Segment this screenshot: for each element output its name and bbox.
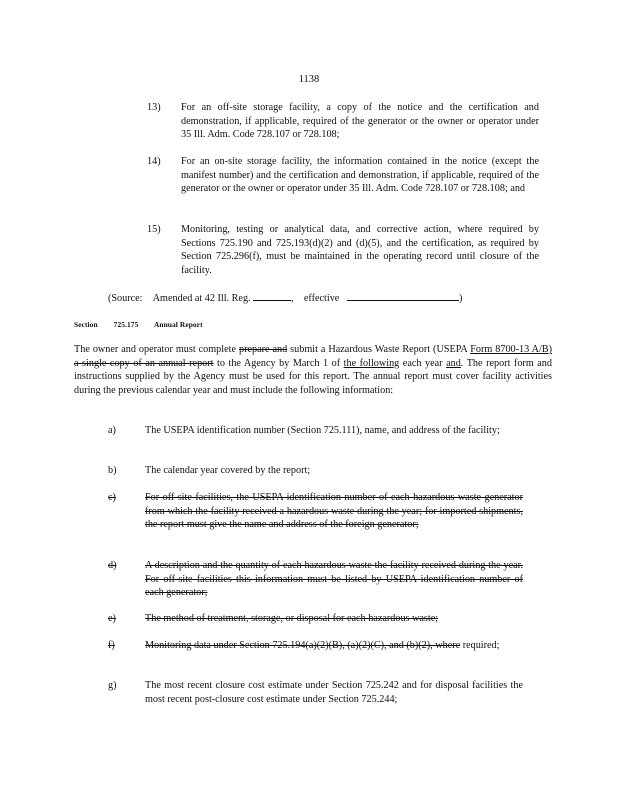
source-effective: effective [303, 293, 340, 304]
item-text: For off-site facilities, the USEPA identification number of each hazardous waste generator from which the facility received a hazardous waste during the year; for imported shipments, the report must give the name and address of the foreign generator; [145, 492, 523, 531]
item-number: 15) [147, 224, 161, 235]
item-text: Monitoring, testing or analytical data, and corrective action, where required by Sections 725.190 and 725.193(d)(2) and (d)(5), and the certification, as required by Section 725.296(f), must be maintained in the operating record until closure of the facility. [181, 224, 539, 276]
source-close: ) [458, 293, 463, 304]
intro-text: submit a Hazardous Waste Report (USEPA [287, 344, 471, 355]
intro-text: . The report form and instructions supplied by the Agency must be used for this report. The annual report must cover facility activities during the previous calendar year and must include the following information: [74, 357, 552, 396]
page-number: 1138 [298, 74, 320, 85]
source-note [108, 291, 508, 306]
item-text [145, 639, 523, 653]
item-text: For an off-site storage facility, a copy of the notice and the certification and demonstration, if applicable, required of the generator or the owner or operator under 35 Ill. Adm. Code 728.107 or 728.108; [181, 102, 539, 141]
item-letter: f) [108, 640, 115, 651]
item-letter: d) [108, 560, 117, 571]
deleted-text: Monitoring data under Section 725.194(a)(2)(B), (a)(2)(C), and (b)(2), where [145, 640, 461, 651]
inserted-text: Form 8700-13 A/B) [470, 344, 552, 355]
section-heading [74, 320, 217, 329]
item-text: The most recent closure cost estimate under Section 725.242 and for disposal facilities the most recent post-closure cost estimate under Section 725.244; [145, 680, 523, 705]
intro-text: The owner and operator must complete [74, 344, 239, 355]
effective-date-blank [347, 291, 459, 301]
item-number: 14) [147, 156, 161, 167]
section-number: 725.175 [113, 320, 139, 329]
source-prefix: (Source: [108, 293, 143, 304]
item-letter: e) [108, 613, 116, 624]
item-letter: b) [108, 465, 117, 476]
item-text: For an on-site storage facility, the information contained in the notice (except the manifest number) and the certification and demonstration, if applicable, required of the generator or the owner or operator under 35 Ill. Adm. Code 728.107 or 728.108; and [181, 156, 539, 195]
item-text: The calendar year covered by the report; [145, 465, 311, 476]
item-text: The USEPA identification number (Section 725.111), name, and address of the facility; [145, 425, 500, 436]
remaining-text: required; [462, 640, 500, 651]
register-blank [253, 291, 291, 301]
intro-text: each year [399, 357, 447, 369]
section-label: Section [74, 320, 98, 329]
item-text: A description and the quantity of each hazardous waste the facility received during the year. For off-site facilities this information must be listed by USEPA identification number of each generator; [145, 560, 523, 599]
item-letter: c) [108, 492, 116, 503]
item-letter: a) [108, 425, 116, 436]
intro-text: to the Agency by March 1 of [213, 357, 344, 369]
intro-paragraph [74, 343, 552, 397]
item-number: 13) [147, 102, 161, 113]
source-comma: , [291, 293, 294, 304]
deleted-text: prepare and [238, 344, 288, 355]
inserted-text: the following [343, 357, 400, 369]
deleted-text: a single copy of an annual report [74, 357, 214, 369]
item-text: The method of treatment, storage, or disposal for each hazardous waste; [145, 613, 439, 624]
section-title: Annual Report [153, 320, 203, 329]
source-amended: Amended at 42 Ill. Reg. [152, 293, 251, 304]
item-letter: g) [108, 680, 117, 691]
inserted-text: and [446, 357, 461, 369]
